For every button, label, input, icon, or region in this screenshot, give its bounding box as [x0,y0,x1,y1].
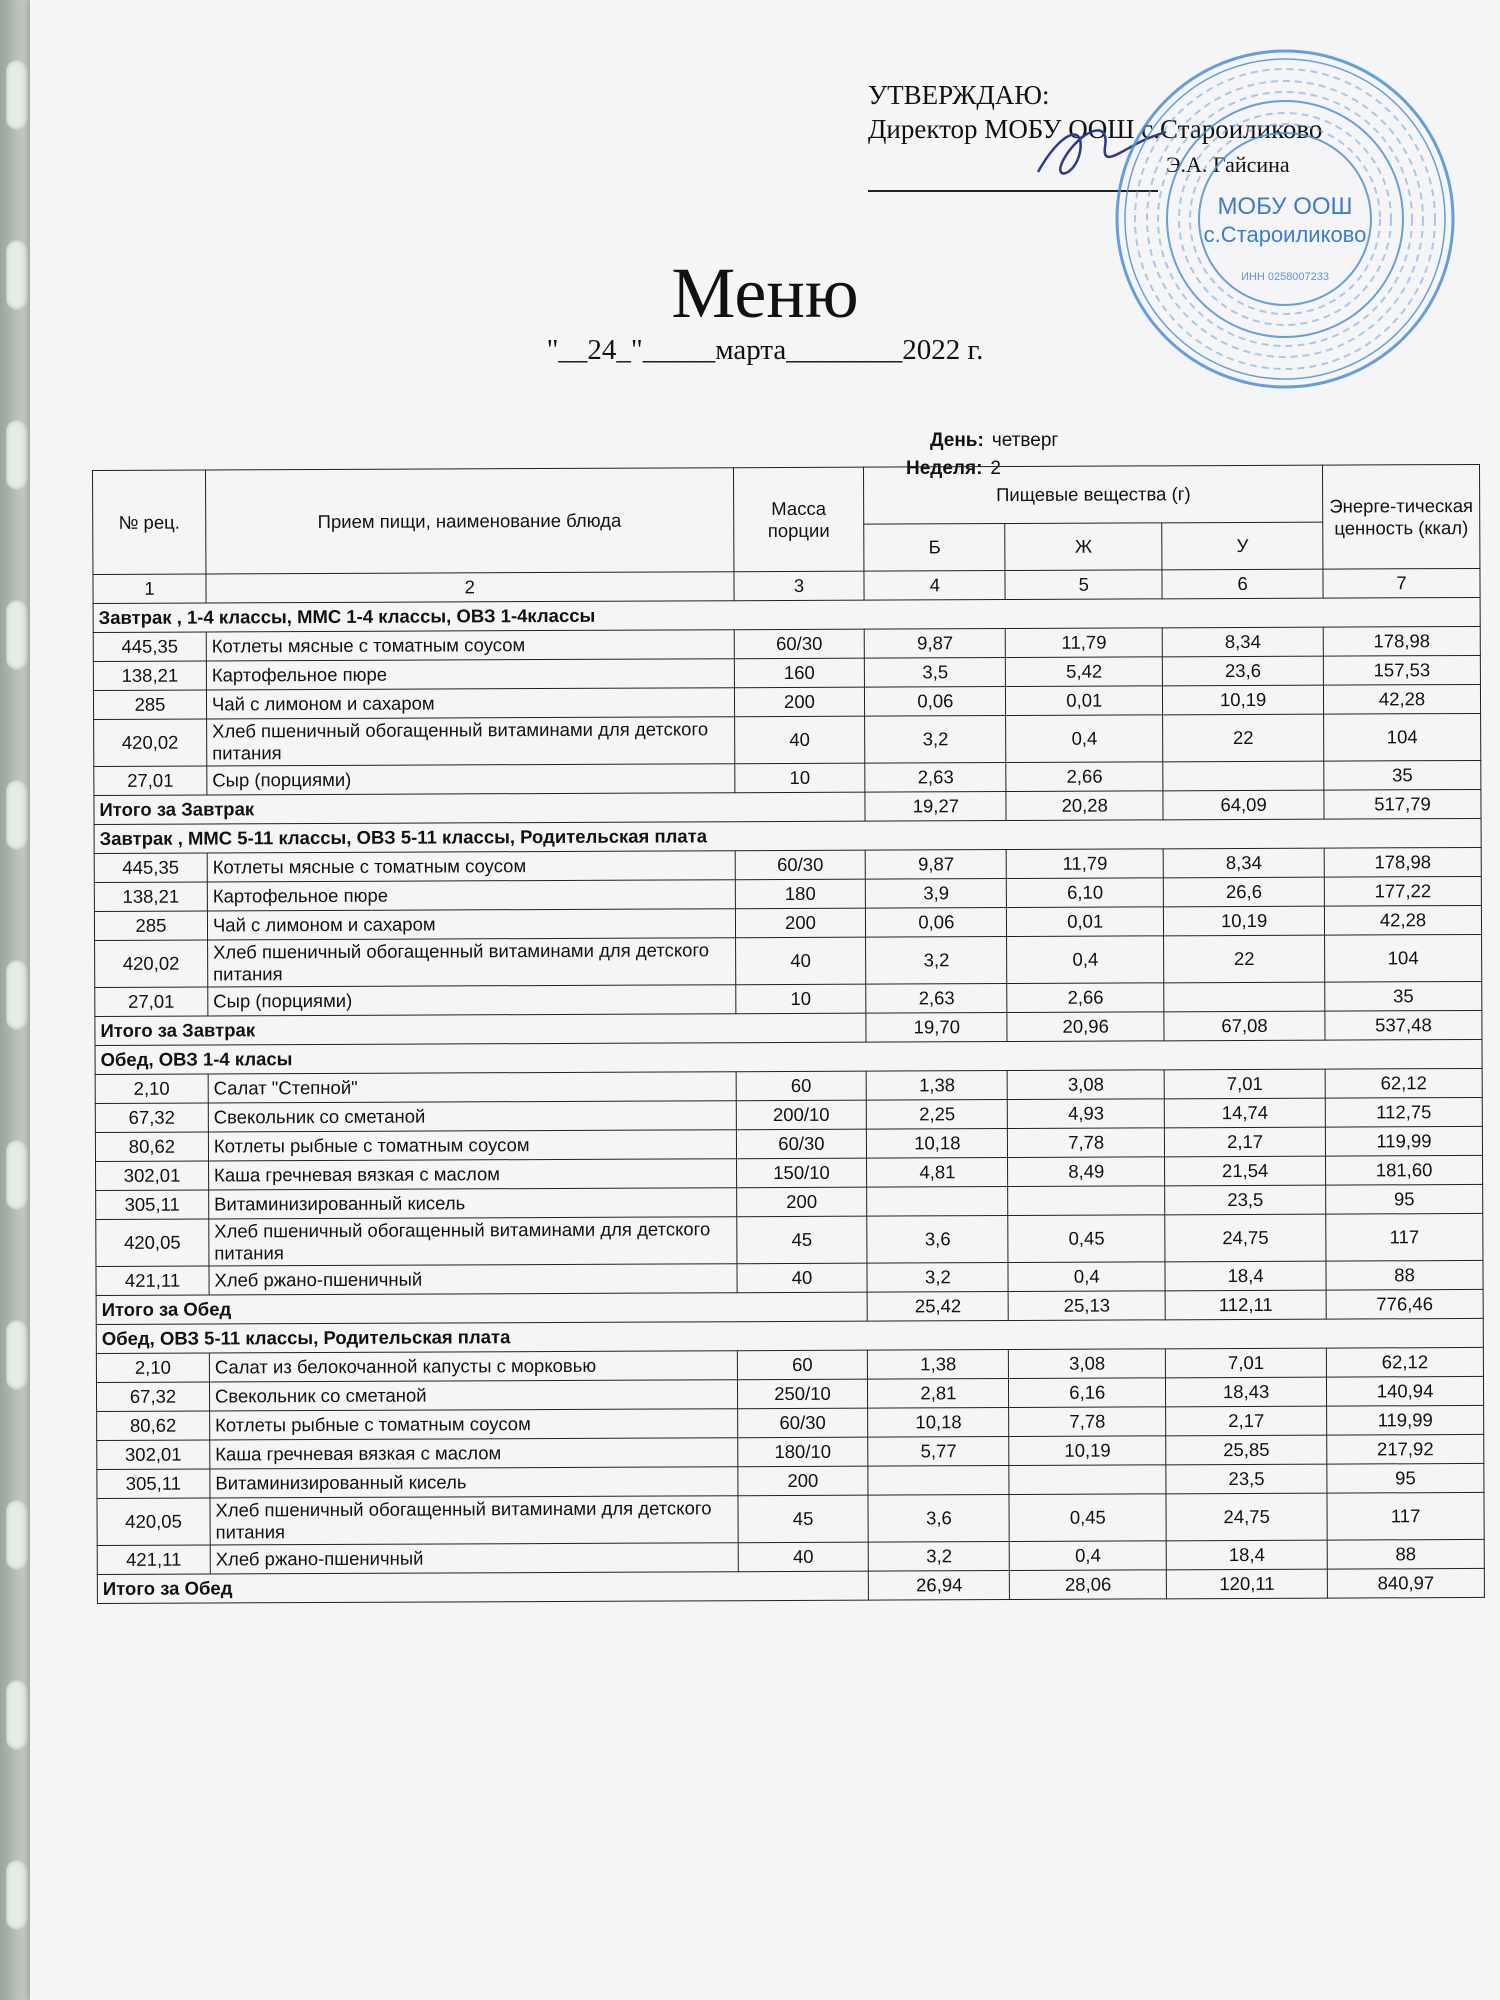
cell-mass: 60/30 [736,1129,867,1159]
cell-fat: 2,66 [1007,983,1164,1013]
cell-rec: 445,35 [94,853,207,882]
cell-mass: 60 [737,1350,868,1380]
binder-hole [6,960,28,1030]
cell-energy: 117 [1326,1213,1483,1261]
cell-energy: 95 [1327,1463,1484,1493]
header-name: Прием пищи, наименование блюда [205,468,733,574]
cell-carbs: 23,6 [1162,656,1323,686]
cell-protein: 0,06 [866,908,1007,938]
binder-hole [6,1680,28,1750]
cell-dish: Сыр (порциями) [207,764,735,795]
col-number: 1 [93,574,206,603]
day-line [930,430,1058,452]
menu-date: "__24_"_____марта________2022 г. [546,334,984,366]
col-number: 2 [206,572,734,603]
week-label: Неделя: [906,458,983,479]
cell-dish: Хлеб ржано-пшеничный [210,1543,738,1574]
col-number: 7 [1323,568,1480,598]
cell-rec: 80,62 [97,1411,210,1440]
header-carbs: У [1162,522,1323,570]
cell-carbs: 8,34 [1162,627,1323,657]
binder-hole [6,600,28,670]
cell-mass: 160 [734,658,865,688]
cell-dish: Котлеты рыбные с томатным соусом [208,1130,736,1161]
cell-protein: 3,9 [866,879,1007,909]
cell-rec: 445,35 [93,632,206,661]
cell-fat: 3,08 [1007,1070,1164,1100]
cell-mass: 250/10 [737,1379,868,1409]
cell-rec: 302,01 [96,1161,209,1190]
cell-fat: 0,4 [1008,1262,1165,1292]
binder-hole [6,1140,28,1210]
cell-protein: 0,06 [865,687,1006,717]
cell-protein: 3,2 [869,1542,1010,1572]
cell-energy: 112,75 [1325,1097,1482,1127]
cell-fat: 0,4 [1009,1541,1166,1571]
cell-mass: 200 [734,687,865,717]
total-carbs: 112,11 [1165,1290,1326,1320]
cell-fat: 0,4 [1007,936,1164,984]
header-fat: Ж [1005,523,1162,571]
total-energy: 517,79 [1324,789,1481,819]
binder-hole [6,240,28,310]
binder-hole [6,1860,28,1930]
cell-fat: 4,93 [1008,1099,1165,1129]
cell-carbs: 18,43 [1166,1377,1327,1407]
cell-fat: 0,01 [1006,686,1163,716]
cell-dish: Котлеты рыбные с томатным соусом [210,1409,738,1440]
cell-fat: 10,19 [1009,1436,1166,1466]
cell-dish: Салат "Степной" [208,1072,736,1103]
binder-hole [6,60,28,130]
cell-rec: 2,10 [96,1353,209,1382]
stamp-center-line2: с.Староиликово [1203,222,1367,247]
section-title: Завтрак , ММС 5-11 классы, ОВЗ 5-11 классы, Родительская плата [94,818,1481,853]
cell-carbs: 14,74 [1164,1098,1325,1128]
cell-carbs: 23,5 [1166,1464,1327,1494]
cell-fat: 7,78 [1009,1407,1166,1437]
cell-energy: 140,94 [1327,1376,1484,1406]
cell-protein: 2,25 [867,1100,1008,1130]
cell-carbs: 24,75 [1165,1214,1326,1262]
cell-protein: 2,63 [866,984,1007,1014]
total-carbs: 67,08 [1164,1011,1325,1041]
cell-dish: Котлеты мясные с томатным соусом [207,851,735,882]
cell-dish: Витаминизированный кисель [210,1467,738,1498]
cell-protein: 3,2 [865,716,1006,764]
cell-energy: 117 [1327,1492,1484,1540]
cell-fat: 8,49 [1008,1157,1165,1187]
cell-protein: 4,81 [867,1158,1008,1188]
cell-rec: 80,62 [95,1132,208,1161]
cell-rec: 420,02 [95,940,208,987]
cell-carbs: 18,4 [1166,1540,1327,1570]
approval-title: УТВЕРЖДАЮ: [868,80,1050,110]
binder-hole [6,1320,28,1390]
total-carbs: 120,11 [1166,1569,1327,1599]
cell-carbs: 25,85 [1166,1435,1327,1465]
cell-fat: 0,4 [1006,715,1163,763]
binder-hole [6,780,28,850]
cell-fat: 11,79 [1006,628,1163,658]
cell-carbs: 23,5 [1165,1185,1326,1215]
cell-energy: 104 [1324,713,1481,761]
cell-dish: Каша гречневая вязкая с маслом [208,1159,736,1190]
total-protein: 25,42 [868,1292,1009,1322]
stamp-inn: ИНН 0258007233 [1240,271,1330,283]
cell-rec: 305,11 [97,1469,210,1498]
cell-mass: 40 [738,1542,869,1572]
cell-mass: 200 [736,1187,867,1217]
cell-dish: Хлеб пшеничный обогащенный витаминами для детского питания [207,717,735,766]
cell-energy: 119,99 [1327,1405,1484,1435]
cell-dish: Чай с лимоном и сахаром [207,909,735,940]
cell-dish: Салат из белокочанной капусты с морковью [209,1351,737,1382]
total-label: Итого за Завтрак [95,1013,867,1045]
cell-rec: 420,05 [97,1498,210,1545]
cell-energy: 95 [1326,1184,1483,1214]
total-protein: 19,27 [865,792,1006,822]
total-label: Итого за Обед [97,1571,869,1603]
table-row [97,1492,1484,1545]
header-rec: № рец. [93,470,206,574]
cell-rec: 302,01 [97,1440,210,1469]
page-title: Меню [671,253,859,333]
header-protein: Б [864,524,1005,572]
table-row [95,934,1482,987]
cell-fat: 2,66 [1006,762,1163,792]
cell-carbs [1164,982,1325,1012]
cell-energy: 104 [1325,934,1482,982]
cell-fat [1008,1186,1165,1216]
cell-energy: 217,92 [1327,1434,1484,1464]
col-number: 6 [1162,569,1323,599]
cell-rec: 27,01 [95,987,208,1016]
cell-fat [1009,1465,1166,1495]
cell-dish: Картофельное пюре [206,659,734,690]
total-fat: 20,96 [1007,1012,1164,1042]
cell-energy: 119,99 [1325,1126,1482,1156]
cell-dish: Каша гречневая вязкая с маслом [210,1438,738,1469]
document-page [30,0,1500,2000]
binder-hole [6,420,28,490]
day-label: День: [930,430,984,451]
total-energy: 776,46 [1326,1289,1483,1319]
cell-fat: 0,45 [1008,1215,1165,1263]
cell-carbs: 10,19 [1163,685,1324,715]
cell-energy: 62,12 [1326,1347,1483,1377]
total-label: Итого за Завтрак [94,792,866,824]
cell-fat: 0,45 [1009,1494,1166,1542]
cell-carbs [1163,761,1324,791]
header-energy: Энерге-тическая ценность (ккал) [1323,464,1480,569]
cell-mass: 60/30 [737,1408,868,1438]
cell-fat: 5,42 [1006,657,1163,687]
total-energy: 537,48 [1325,1010,1482,1040]
cell-protein: 3,5 [865,658,1006,688]
cell-fat: 7,78 [1008,1128,1165,1158]
binder-hole [6,1500,28,1570]
cell-energy: 62,12 [1325,1068,1482,1098]
cell-fat: 3,08 [1009,1349,1166,1379]
cell-mass: 200 [737,1466,868,1496]
cell-energy: 178,98 [1324,847,1481,877]
cell-dish: Свекольник со сметаной [209,1380,737,1411]
cell-mass: 40 [735,937,866,985]
total-protein: 19,70 [866,1013,1007,1043]
cell-protein: 10,18 [867,1129,1008,1159]
cell-carbs: 22 [1163,714,1324,762]
cell-rec: 67,32 [95,1103,208,1132]
section-title: Завтрак , 1-4 классы, ММС 1-4 классы, ОВЗ 1-4классы [93,597,1480,632]
cell-carbs: 18,4 [1165,1261,1326,1291]
section-title: Обед, ОВЗ 5-11 классы, Родительская плата [96,1318,1483,1353]
cell-energy: 35 [1324,760,1481,790]
cell-mass: 60/30 [735,850,866,880]
cell-carbs: 26,6 [1163,877,1324,907]
section-title: Обед, ОВЗ 1-4 класы [95,1039,1482,1074]
cell-rec: 138,21 [93,661,206,690]
cell-mass: 45 [737,1495,868,1543]
header-mass: Масса порции [733,467,864,572]
cell-energy: 177,22 [1324,876,1481,906]
cell-dish: Хлеб пшеничный обогащенный витаминами для детского питания [210,1496,738,1545]
cell-dish: Котлеты мясные с томатным соусом [206,630,734,661]
cell-dish: Хлеб пшеничный обогащенный витаминами для детского питания [209,1217,737,1266]
cell-carbs: 7,01 [1166,1348,1327,1378]
col-number: 4 [864,571,1005,601]
approval-position: Директор МОБУ ООШ с.Староиликово [868,114,1323,144]
cell-protein: 10,18 [868,1408,1009,1438]
cell-mass: 180/10 [737,1437,868,1467]
cell-energy: 88 [1326,1260,1483,1290]
cell-dish: Хлеб ржано-пшеничный [209,1264,737,1295]
cell-fat: 6,16 [1009,1378,1166,1408]
director-name: Э.А. Гайсина [1166,152,1290,177]
cell-protein: 9,87 [866,850,1007,880]
stamp-center-line1: МОБУ ООШ [1217,193,1353,220]
table-row [96,1213,1483,1266]
total-carbs: 64,09 [1163,790,1324,820]
cell-carbs: 7,01 [1164,1069,1325,1099]
cell-rec: 67,32 [96,1382,209,1411]
cell-mass: 200 [735,908,866,938]
cell-energy: 35 [1325,981,1482,1011]
cell-protein: 3,2 [867,1263,1008,1293]
cell-energy: 42,28 [1323,684,1480,714]
cell-carbs: 2,17 [1165,1127,1326,1157]
cell-fat: 6,10 [1007,878,1164,908]
total-row [97,1568,1484,1603]
cell-protein: 3,2 [866,937,1007,985]
week-value: 2 [990,458,1001,479]
cell-protein [868,1466,1009,1496]
cell-protein: 2,63 [865,763,1006,793]
total-fat: 25,13 [1008,1291,1165,1321]
cell-mass: 200/10 [736,1100,867,1130]
cell-energy: 178,98 [1323,626,1480,656]
cell-mass: 45 [736,1216,867,1264]
cell-protein: 3,6 [867,1216,1008,1264]
cell-protein: 1,38 [867,1071,1008,1101]
cell-mass: 60 [736,1071,867,1101]
cell-carbs: 21,54 [1165,1156,1326,1186]
cell-protein: 1,38 [868,1350,1009,1380]
header-nutrients: Пищевые вещества (г) [864,465,1323,524]
cell-mass: 10 [735,984,866,1014]
cell-energy: 42,28 [1324,905,1481,935]
cell-carbs: 22 [1164,935,1325,983]
cell-protein: 9,87 [865,629,1006,659]
cell-mass: 150/10 [736,1158,867,1188]
cell-protein: 3,6 [868,1495,1009,1543]
cell-mass: 60/30 [734,629,865,659]
cell-dish: Хлеб пшеничный обогащенный витаминами для детского питания [207,938,735,987]
col-number: 5 [1005,570,1162,600]
cell-rec: 420,05 [96,1219,209,1266]
cell-fat: 0,01 [1007,907,1164,937]
cell-carbs: 2,17 [1166,1406,1327,1436]
cell-energy: 181,60 [1326,1155,1483,1185]
day-value: четверг [991,430,1059,451]
cell-protein: 2,81 [868,1379,1009,1409]
cell-rec: 138,21 [94,882,207,911]
cell-rec: 421,11 [97,1545,210,1574]
cell-carbs: 10,19 [1164,906,1325,936]
cell-mass: 40 [734,716,865,764]
total-protein: 26,94 [869,1571,1010,1601]
cell-protein [867,1187,1008,1217]
total-fat: 28,06 [1010,1570,1167,1600]
total-label: Итого за Обед [96,1292,868,1324]
cell-carbs: 8,34 [1163,848,1324,878]
cell-rec: 2,10 [95,1074,208,1103]
cell-rec: 285 [94,911,207,940]
cell-dish: Картофельное пюре [207,880,735,911]
total-fat: 20,28 [1006,791,1163,821]
cell-dish: Витаминизированный кисель [209,1188,737,1219]
cell-energy: 157,53 [1323,655,1480,685]
cell-dish: Чай с лимоном и сахаром [206,688,734,719]
cell-mass: 180 [735,879,866,909]
cell-rec: 421,11 [96,1266,209,1295]
cell-protein: 5,77 [868,1437,1009,1467]
cell-rec: 27,01 [94,766,207,795]
cell-mass: 40 [736,1263,867,1293]
cell-dish: Сыр (порциями) [208,985,736,1016]
cell-rec: 285 [93,690,206,719]
cell-dish: Свекольник со сметаной [208,1101,736,1132]
menu-table [92,464,1485,1604]
cell-fat: 11,79 [1006,849,1163,879]
cell-rec: 305,11 [96,1190,209,1219]
col-number: 3 [733,571,864,601]
cell-energy: 88 [1327,1539,1484,1569]
menu-table-body [93,597,1484,1603]
cell-carbs: 24,75 [1166,1493,1327,1541]
table-row [94,713,1481,766]
cell-rec: 420,02 [94,719,207,766]
total-energy: 840,97 [1327,1568,1484,1598]
cell-mass: 10 [734,763,865,793]
